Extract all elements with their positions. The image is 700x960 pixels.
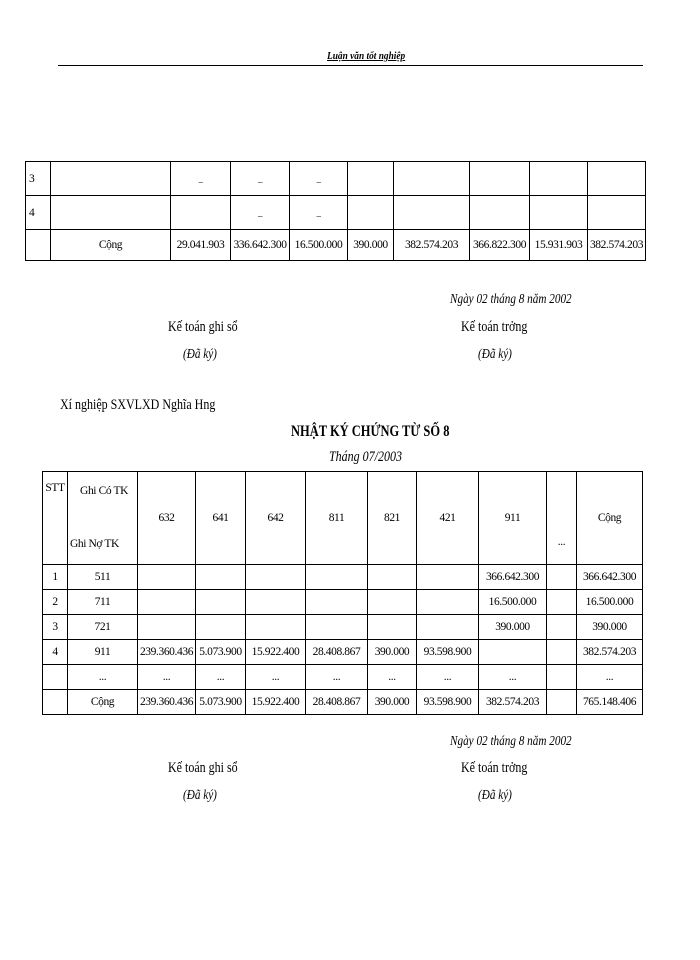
table-cell: 5.073.900 — [196, 690, 246, 715]
chief-accountant-title: Kế toán trởng — [461, 319, 528, 335]
table-cell: 239.360.436 — [138, 690, 196, 715]
table-cell: ... — [196, 665, 246, 690]
table-cell: ... — [306, 665, 368, 690]
bookkeeper-title: Kế toán ghi sổ — [168, 319, 238, 335]
table-cell — [547, 690, 577, 715]
table-cell: 366.642.300 — [577, 565, 643, 590]
header-rule — [58, 65, 643, 66]
table-cell — [51, 162, 171, 196]
table-row — [43, 590, 643, 615]
table-cell: 15.922.400 — [246, 690, 306, 715]
table-cell: 390.000 — [348, 230, 394, 261]
table-cell: 382.574.203 — [479, 690, 547, 715]
table-cell — [368, 565, 417, 590]
table-cell — [547, 665, 577, 690]
table-cell — [547, 590, 577, 615]
table-cell: 721 — [68, 615, 138, 640]
table-cell: 28.408.867 — [306, 690, 368, 715]
table-cell: ... — [68, 665, 138, 690]
table-cell — [547, 640, 577, 665]
table-cell: 382.574.203 — [577, 640, 643, 665]
table-cell — [530, 162, 588, 196]
column-header: 911 — [479, 472, 547, 565]
table-cell: _ — [290, 196, 348, 230]
signature-date: Ngày 02 tháng 8 năm 2002 — [450, 292, 572, 307]
column-header: Cộng — [577, 472, 643, 565]
company-name: Xí nghiệp SXVLXD Nghĩa Hng — [60, 397, 216, 413]
table-cell — [246, 565, 306, 590]
table-cell — [394, 162, 470, 196]
table-cell: 29.041.903 — [171, 230, 231, 261]
table-cell — [196, 590, 246, 615]
table-cell: _ — [231, 162, 290, 196]
table-cell: 93.598.900 — [417, 640, 479, 665]
table-cell — [196, 565, 246, 590]
table-cell: _ — [231, 196, 290, 230]
table-cell: ... — [138, 665, 196, 690]
table-cell — [547, 565, 577, 590]
table-cell: 16.500.000 — [290, 230, 348, 261]
bookkeeper-signed: (Đã ký) — [183, 347, 217, 362]
table-cell: 3 — [26, 162, 51, 196]
table-cell: 28.408.867 — [306, 640, 368, 665]
signature-date: Ngày 02 tháng 8 năm 2002 — [450, 734, 572, 749]
table-cell: 765.148.406 — [577, 690, 643, 715]
table-row — [43, 640, 643, 665]
table-cell: 16.500.000 — [577, 590, 643, 615]
table-cell: 239.360.436 — [138, 640, 196, 665]
table-cell: Cộng — [51, 230, 171, 261]
account-corner-header — [68, 472, 138, 565]
table-cell: ... — [417, 665, 479, 690]
table-cell: 511 — [68, 565, 138, 590]
column-header: 821 — [368, 472, 417, 565]
table-cell — [246, 615, 306, 640]
table-row — [26, 196, 646, 230]
table-cell: ... — [479, 665, 547, 690]
table-cell — [43, 690, 68, 715]
table-cell — [588, 196, 646, 230]
table-cell: 366.822.300 — [470, 230, 530, 261]
chief-accountant-signed: (Đã ký) — [478, 347, 512, 362]
table-cell — [138, 615, 196, 640]
summary-table-continued — [25, 161, 646, 261]
bookkeeper-signed: (Đã ký) — [183, 788, 217, 803]
table-row — [26, 162, 646, 196]
table-header-row — [43, 472, 643, 565]
table-cell — [51, 196, 171, 230]
table-cell: _ — [171, 162, 231, 196]
table-cell — [306, 565, 368, 590]
table-cell: ... — [246, 665, 306, 690]
table-cell: 336.642.300 — [231, 230, 290, 261]
table-cell — [394, 196, 470, 230]
table-cell — [306, 590, 368, 615]
table-cell — [26, 230, 51, 261]
table-cell: _ — [290, 162, 348, 196]
table-cell: 16.500.000 — [479, 590, 547, 615]
table-cell — [368, 590, 417, 615]
table-cell — [417, 615, 479, 640]
table-cell: 93.598.900 — [417, 690, 479, 715]
table-cell — [138, 565, 196, 590]
total-row — [43, 690, 643, 715]
column-header: ... — [547, 472, 577, 565]
journal-voucher-table — [42, 471, 643, 715]
document-title: NHẬT KÝ CHỨNG TỪ SỐ 8 — [291, 423, 450, 440]
table-cell — [547, 615, 577, 640]
table-cell — [306, 615, 368, 640]
total-row — [26, 230, 646, 261]
table-cell: 4 — [43, 640, 68, 665]
credit-account-label: Ghi Có TK — [80, 485, 128, 497]
table-cell: 15.931.903 — [530, 230, 588, 261]
column-header: 421 — [417, 472, 479, 565]
table-cell — [470, 162, 530, 196]
table-cell: 5.073.900 — [196, 640, 246, 665]
table-cell: ... — [577, 665, 643, 690]
chief-accountant-signed: (Đã ký) — [478, 788, 512, 803]
table-cell — [479, 640, 547, 665]
stt-header: STT — [43, 472, 68, 565]
table-cell — [348, 162, 394, 196]
table-cell: 390.000 — [368, 690, 417, 715]
table-cell — [43, 665, 68, 690]
table-cell: 382.574.203 — [394, 230, 470, 261]
table-cell — [470, 196, 530, 230]
table-row — [43, 665, 643, 690]
table-cell — [588, 162, 646, 196]
table-cell: 15.922.400 — [246, 640, 306, 665]
table-cell: 390.000 — [577, 615, 643, 640]
table-cell: 3 — [43, 615, 68, 640]
table-cell — [171, 196, 231, 230]
table-row — [43, 565, 643, 590]
table-cell: 911 — [68, 640, 138, 665]
table-cell: 1 — [43, 565, 68, 590]
document-subtitle: Tháng 07/2003 — [329, 449, 403, 465]
table-cell — [138, 590, 196, 615]
column-header: 811 — [306, 472, 368, 565]
chief-accountant-title: Kế toán trởng — [461, 760, 528, 776]
table-cell: 2 — [43, 590, 68, 615]
table-cell — [417, 565, 479, 590]
table-cell: 390.000 — [479, 615, 547, 640]
bookkeeper-title: Kế toán ghi sổ — [168, 760, 238, 776]
table-cell: 4 — [26, 196, 51, 230]
table-cell — [348, 196, 394, 230]
table-cell: 711 — [68, 590, 138, 615]
column-header: 641 — [196, 472, 246, 565]
table-cell — [417, 590, 479, 615]
table-cell: 382.574.203 — [588, 230, 646, 261]
table-cell: ... — [368, 665, 417, 690]
debit-account-label: Ghi Nợ TK — [70, 538, 119, 550]
table-cell — [196, 615, 246, 640]
table-row — [43, 615, 643, 640]
page-header-title: Luận văn tốt nghiệp — [327, 50, 406, 62]
column-header: 642 — [246, 472, 306, 565]
table-cell — [530, 196, 588, 230]
table-cell: 390.000 — [368, 640, 417, 665]
table-cell — [246, 590, 306, 615]
table-cell: 366.642.300 — [479, 565, 547, 590]
column-header: 632 — [138, 472, 196, 565]
table-cell: Cộng — [68, 690, 138, 715]
table-cell — [368, 615, 417, 640]
